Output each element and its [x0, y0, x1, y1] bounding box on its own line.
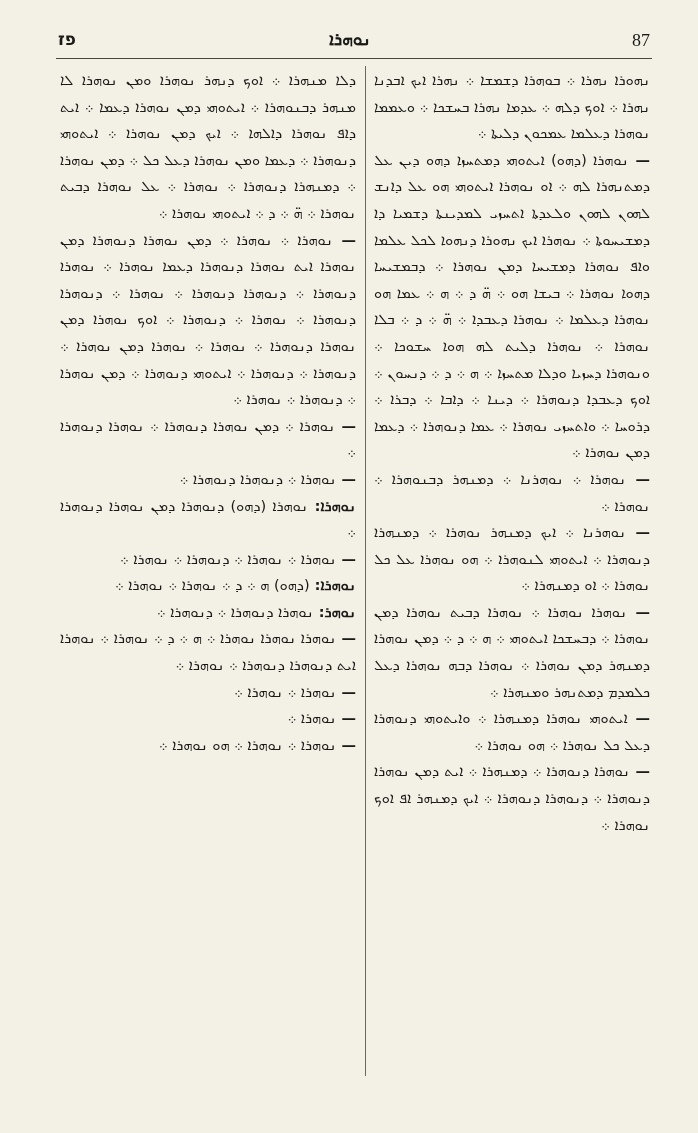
- entry-headword: —: [335, 418, 356, 435]
- entry-headword: —: [625, 471, 650, 488]
- dictionary-entry: [374, 759, 650, 839]
- entry-text: ܢܘܗܪܐ ܢܘܗܪܐ ܀ ܢܘܗܪܐ ܕܒܝܬ ܢܘܗܪܐ ܕܡܢ ܢܘܗܪܐ ܀ ܕܒܚܫܟܐ ܐܝܬܘܗܝ ܀ ܗ ܀ ܕ ܀ ܕܡܢ ܢܘܗܪܐ ܕܡܢܗܪ ܕܡܢ ܢܘܗܪܐ ܀ ܢܘܗܪܐ ܕܒܗ ܢܘܗܪܐ ܕܥܠ ܟܠܡܕܡ ܕܡܬܢܗܪ ܘܡܢܗܪܐ ܀: [374, 604, 650, 701]
- entry-text: ܢܘܗܪܐ ܀ ܢܘܗܪܢܐ ܀ ܕܡܢܗܪ ܕܒܢܘܗܪܐ ܀ ܢܘܗܪܐ ܀: [374, 471, 650, 515]
- entry-headword: —: [628, 152, 650, 169]
- dictionary-entry: [60, 414, 356, 467]
- entry-text: ܢܘܗܪܐ (ܕܗܘ) ܕܢܘܗܪܐ ܕܡܢ ܢܘܗܪܐ ܕܢܘܗܪܐ ܀: [60, 498, 356, 542]
- dictionary-entry: [374, 706, 650, 759]
- entry-text: ܢܘܗܪܐ ܀: [287, 711, 337, 728]
- entry-text: ܢܗܘܪܐ ܢܗܪܐ ܀ ܒܘܗܪܐ ܕܫܡܫܐ ܀ ܢܗܪܐ ܐܝܟ ܐܒܕܢܐ ܢܗܪܐ ܀ ܐܘܟ ܕܠܗ ܀ ܥܕܡܐ ܢܗܪܐ ܒܚܫܟܐ ܀ ܘܥܡܡܐ ܢܘܗܪܐ ܕܥܠܡܐ ܥܡܟܘܢ ܕܠܝܬܐ ܀: [374, 73, 650, 143]
- left-column: [60, 68, 356, 759]
- entry-text: ܢܘܗܪܐ ܕܢܘܗܪܐ ܀ ܕܡܢܗܪܐ ܀ ܐܝܬ ܕܡܢ ܢܘܗܪܐ ܕܢܘܗܪܐ ܀ ܕܢܘܗܪܐ ܕܢܘܗܪܐ ܀ ܐܝܟ ܕܡܢܗܪ ܐܦ ܐܘܟ ܢܘܗܪܐ ܀: [374, 764, 650, 834]
- entry-text: (ܕܗܘ) ܗ ܀ ܕ ܀ ܢܘܗܪܐ ܀ ܢܘܗܪܐ ܀: [114, 578, 310, 595]
- dictionary-entry: [374, 148, 650, 467]
- entry-headword: —: [336, 684, 356, 701]
- page-number-syriac: פז: [58, 30, 76, 50]
- entry-text: ܢܘܗܪܐ ܢܘܗܪܐ ܢܘܗܪܐ ܀ ܗ ܀ ܕ ܀ ܢܘܗܪܐ ܀ ܢܘܗܪܐ ܐܝܬ ܕܢܘܗܪܐ ܕܢܘܗܪܐ ܀ ܢܘܗܪܐ ܀: [60, 631, 356, 675]
- page-header: [0, 0, 698, 56]
- entry-text: ܢܘܗܪܢܐ ܀ ܐܝܟ ܕܡܢܗܪ ܢܘܗܪܐ ܀ ܕܡܢܗܪܐ ܕܢܘܗܪܐ ܀ ܐܝܬܘܗܝ ܠܢܘܗܪܐ ܀ ܗܘ ܢܘܗܪܐ ܥܠ ܟܠ ܢܘܗܪܐ ܀ ܐܘ ܕܡܢܗܪܐ ܀: [374, 525, 650, 595]
- entry-text: ܢܘܗܪܐ ܀ ܢܘܗܪܐ ܀ ܕܡܢ ܢܘܗܪܐ ܕܢܘܗܪܐ ܕܡܢ ܢܘܗܪܐ ܐܝܬ ܢܘܗܪܐ ܕܢܘܗܪܐ ܕܥܡܐ ܢܘܗܪܐ ܀ ܢܘܗܪܐ ܕܢܘܗܪܐ ܀ ܕܢܘܗܪܐ ܕܢܘܗܪܐ ܀ ܢܘܗܪܐ ܀ ܕܢܘܗܪܐ ܕܢܘܗܪܐ ܀ ܢܘܗܪܐ ܀ ܕܢܘܗܪܐ ܀ ܐܘܟ ܢܘܗܪܐ ܕܡܢ ܢܘܗܪܐ ܕܢܘܗܪܐ ܀ ܢܘܗܪܐ ܀ ܢܘܗܪܐ ܕܡܢ ܢܘܗܪܐ ܀ ܕܢܘܗܪܐ ܀ ܕܢܘܗܪܐ ܀ ܐܝܬܘܗܝ ܕܢܘܗܪܐ ܀ ܕܡܢ ܢܘܗܪܐ ܀ ܕܢܘܗܪܐ ܀ ܢܘܗܪܐ ܀: [60, 232, 356, 409]
- entry-text: ܢܘܗܪܐ ܕܢܘܗܪܐ ܀ ܕܢܘܗܪܐ ܀: [156, 604, 314, 621]
- header-rule: [56, 58, 652, 59]
- entry-headword: —: [336, 551, 356, 568]
- dictionary-entry: [60, 680, 356, 707]
- entry-text: ܐܝܬܘܗܝ ܢܘܗܪܐ ܕܡܢܗܪܐ ܀ ܘܐܝܬܘܗܝ ܕܢܘܗܪܐ ܕܥܠ ܟܠ ܢܘܗܪܐ ܀ ܗܘ ܢܘܗܪܐ ܀: [374, 711, 650, 754]
- entry-headword: —: [336, 631, 356, 648]
- entry-headword: —: [336, 737, 356, 754]
- dictionary-entry: [60, 68, 356, 228]
- entry-headword: —: [627, 711, 650, 728]
- entry-headword: —: [336, 711, 356, 728]
- dictionary-entry: [60, 573, 356, 600]
- dictionary-entry: [60, 228, 356, 414]
- right-column: [374, 68, 650, 839]
- entry-text: ܕܠܐ ܡܢܗܪܐ ܀ ܐܘܟ ܕܢܗܪ ܢܘܗܪܐ ܘܡܢ ܢܘܗܪܐ ܠܐ ܡܢܗܪ ܕܒܢܘܗܪܐ ܀ ܐܝܬܘܗܝ ܕܡܢ ܢܘܗܪܐ ܕܥܡܐ ܀ ܐܝܬ ܕܐܦ ܢܘܗܪܐ ܕܐܠܗܐ ܀ ܐܝܟ ܕܡܢ ܢܘܗܪܐ ܀ ܐܝܬܘܗܝ ܕܢܘܗܪܐ ܀ ܕܥܡܐ ܘܡܢ ܢܘܗܪܐ ܕܥܠ ܟܠ ܀ ܕܡܢ ܢܘܗܪܐ ܀ ܕܡܢܗܪܐ ܕܢܘܗܪܐ ܀ ܢܘܗܪܐ ܀ ܥܠ ܢܘܗܪܐ ܕܒܝܬ ܢܘܗܪܐ ܀ ܗ̈ ܀ ܕ ܀ ܐܝܬܘܗܝ ܢܘܗܪܐ ܀: [60, 73, 356, 222]
- entry-text: ܢܘܗܪܐ ܀ ܢܘܗܪܐ ܀: [234, 684, 337, 701]
- dictionary-entry: [60, 626, 356, 679]
- dictionary-entry: [60, 547, 356, 574]
- entry-headword: —: [629, 764, 650, 781]
- entry-text: ܢܘܗܪܐ ܀ ܢܘܗܪܐ ܀ ܗܘ ܢܘܗܪܐ ܀: [158, 737, 337, 754]
- dictionary-entry: [60, 467, 356, 494]
- dictionary-entry: [374, 600, 650, 706]
- entry-headword: ܢܘܗܪܐ:: [309, 578, 356, 595]
- column-divider: [365, 66, 366, 1076]
- entry-headword: ܢܘܗܪܐ:: [307, 498, 356, 515]
- running-head: ܢܘܗܪܐ: [329, 30, 371, 50]
- entry-headword: —: [336, 471, 356, 488]
- dictionary-entry: [60, 494, 356, 547]
- dictionary-entry: [374, 68, 650, 148]
- dictionary-entry: [374, 520, 650, 600]
- dictionary-entry: [60, 733, 356, 760]
- page-number: 87: [632, 30, 650, 50]
- entry-text: ܢܘܗܪܐ ܀ ܢܘܗܪܐ ܀ ܕܢܘܗܪܐ ܀ ܢܘܗܪܐ ܀: [120, 551, 337, 568]
- entry-headword: —: [332, 232, 356, 249]
- entry-headword: —: [626, 525, 650, 542]
- entry-text: ܢܘܗܪܐ (ܕܗܘ) ܐܝܬܘܗܝ ܕܡܬܚܙܐ ܕܗܘ ܕܝܢ ܥܠ ܕܡܬܢܗܪܐ ܠܗ ܀ ܐܘ ܢܘܗܪܐ ܐܝܬܘܗܝ ܗܘ ܥܠ ܕܐܢܫ ܠܗܘܢ ܠܗܘܢ ܘܠܥܕܬܐ ܐܬܚܙܝ ܠܡܕܝܢܬܐ ܕܫܡܝܐ ܕܐ ܕܡܫܝܚܘܬܐ ܀ ܢܘܗܪܐ ܐܝܟ ܢܗܘܪܐ ܕܢܗܘܐ ܠܟܠ ܥܠܡܐ ܘܐܦ ܢܘܗܪܐ ܕܡܫܝܚܐ ܕܡܢ ܢܘܗܪܐ ܀ ܕܒܡܫܝܚܐ ܕܗܘܐ ܢܘܗܪܐ ܀ ܒܝܫܐ ܗܘ ܀ ܗ̈ ܕ ܀ ܗ ܀ ܥܡܐ ܗܘ ܢܘܗܪܐ ܕܥܠܡܐ ܀ ܢܘܗܪܐ ܕܥܒܕܐ ܀ ܗ̈ ܀ ܕ ܀ ܒܠܐ ܢܘܗܪܐ ܀ ܢܘܗܪܐ ܕܠܝܬ ܠܗ ܗܘܐ ܚܫܘܟܐ ܀ ܘܢܘܗܪܐ ܕܚܙܝܐ ܘܕܠܐ ܡܬܚܙܐ ܀ ܗ ܀ ܕ ܀ ܕܢܚܘܢ ܀ ܐܘܟ ܕܥܒܕܐ ܕܢܘܗܪܐ ܀ ܕܝܢܐ ܀ ܕܐܒܐ ܀ ܕܒܪܐ ܀ ܕܪܘܚܐ ܀ ܘܐܬܚܙܝ ܢܘܗܪܐ ܀ ܥܡܐ ܕܢܘܗܪܐ ܀ ܕܥܡܐ ܕܡܢ ܢܘܗܪܐ ܀: [374, 152, 650, 462]
- entry-text: ܢܘܗܪܐ ܀ ܕܡܢ ܢܘܗܪܐ ܕܢܘܗܪܐ ܀ ܢܘܗܪܐ ܕܢܘܗܪܐ ܀: [60, 418, 356, 462]
- entry-headword: —: [627, 604, 650, 621]
- dictionary-entry: [374, 467, 650, 520]
- dictionary-entry: [60, 600, 356, 627]
- dictionary-entry: [60, 706, 356, 733]
- entry-text: ܢܘܗܪܐ ܀ ܕܢܘܗܪܐ ܕܢܘܗܪܐ ܀: [179, 471, 337, 488]
- entry-headword: ܢܘܗܪ:: [313, 604, 356, 621]
